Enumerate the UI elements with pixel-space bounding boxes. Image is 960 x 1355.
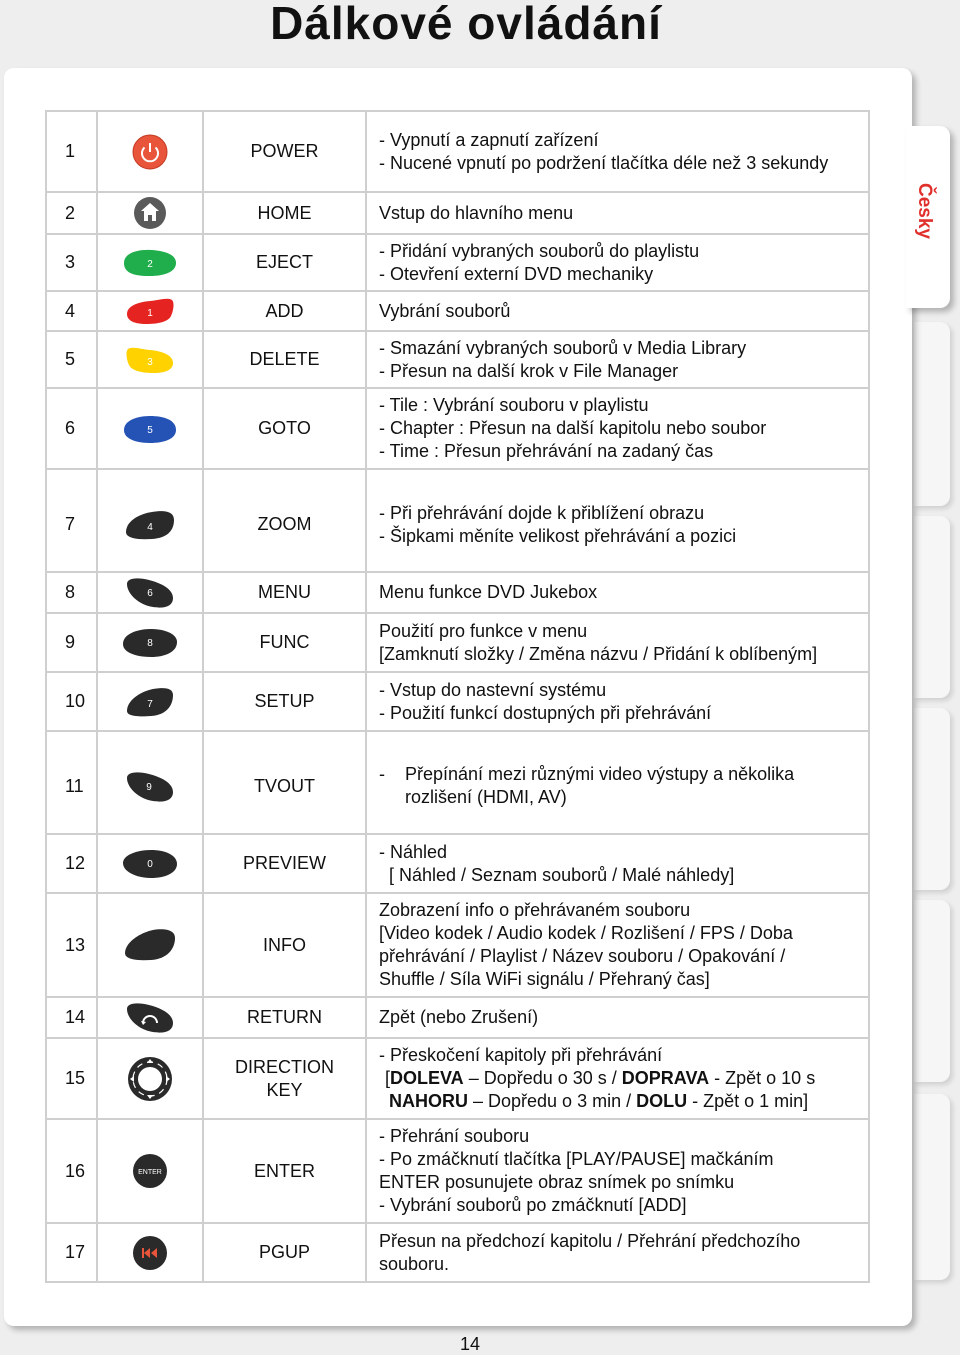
black-info-button-icon <box>121 925 179 965</box>
enter-button-icon <box>130 1151 170 1191</box>
description-line: - Vybrání souborů po zmáčknutí [ADD] <box>379 1195 687 1215</box>
table-row <box>46 572 869 613</box>
table-row <box>46 469 869 572</box>
button-digit: 0 <box>147 858 153 870</box>
black-4-button-icon <box>122 506 178 544</box>
row-number: 13 <box>46 893 97 997</box>
table-row <box>46 111 869 192</box>
description-line: Vstup do hlavního menu <box>379 202 574 223</box>
button-name: HOME <box>203 192 366 234</box>
section-tab-blank <box>914 708 950 890</box>
text-span: - Zpět o 1 min] <box>687 1091 809 1111</box>
button-name: EJECT <box>203 234 366 291</box>
section-tab-blank <box>914 900 950 1082</box>
button-digit: 1 <box>147 308 153 319</box>
description-line: - Šipkami měníte velikost přehrávání a pozici <box>379 525 737 546</box>
button-digit: 6 <box>147 587 153 599</box>
bold-text: DOLU <box>636 1091 688 1111</box>
button-name: DELETE <box>203 331 366 388</box>
button-name: PREVIEW <box>203 834 366 893</box>
remote-buttons-table <box>45 110 870 1283</box>
yellow-3-button-icon <box>124 343 176 377</box>
row-number: 8 <box>46 572 97 613</box>
row-number: 7 <box>46 469 97 572</box>
table-row <box>46 234 869 291</box>
row-number: 4 <box>46 291 97 331</box>
button-name: ZOOM <box>203 469 366 572</box>
button-digit: 3 <box>147 356 153 368</box>
description-line: - Chapter : Přesun na další kapitolu nebo soubor <box>379 418 767 438</box>
description-line: rozlišení (HDMI, AV) <box>405 786 567 807</box>
table-row <box>46 388 869 469</box>
button-name: TVOUT <box>203 731 366 834</box>
table-row <box>46 834 869 893</box>
button-name: ENTER <box>203 1119 366 1223</box>
bold-text: DOPRAVA <box>621 1068 710 1088</box>
previous-chapter-icon <box>130 1233 170 1273</box>
description-line: - Po zmáčknutí tlačítka [PLAY/PAUSE] mačkáním <box>379 1149 774 1169</box>
button-digit: 2 <box>147 258 153 270</box>
description-line: - Přidání vybraných souborů do playlistu <box>379 240 700 261</box>
description-line: - Při přehrávání dojde k přiblížení obrazu <box>379 502 705 523</box>
description-line: - Přeskočení kapitoly při přehrávání <box>379 1045 663 1065</box>
button-name: DIRECTION KEY <box>203 1038 366 1119</box>
language-tab-label: Česky <box>914 183 935 239</box>
description-line: - Vstup do nastevní systému <box>379 679 607 700</box>
button-name: SETUP <box>203 672 366 731</box>
blue-5-button-icon <box>120 411 180 447</box>
table-row <box>46 997 869 1038</box>
row-number: 9 <box>46 613 97 672</box>
button-digit: 8 <box>147 637 153 649</box>
description-line: - Přehrání souboru <box>379 1126 530 1146</box>
button-name: ADD <box>203 291 366 331</box>
text-span: – Dopředu o 3 min / <box>468 1091 637 1111</box>
description-dash: - <box>379 763 385 784</box>
description-line: souboru. <box>379 1253 450 1274</box>
button-digit: 5 <box>147 424 153 436</box>
description-line: [ Náhled / Seznam souborů / Malé náhledy] <box>389 864 735 885</box>
description-line: - Náhled <box>379 841 448 862</box>
table-row <box>46 731 869 834</box>
table-row <box>46 1119 869 1223</box>
bold-text: NAHORU <box>389 1091 468 1111</box>
button-name: POWER <box>203 111 366 192</box>
return-button-icon <box>123 999 177 1037</box>
row-number: 17 <box>46 1223 97 1282</box>
description-line: Zobrazení info o přehrávaném souboru <box>379 900 691 920</box>
button-name: FUNC <box>203 613 366 672</box>
description-line: - Tile : Vybrání souboru v playlistu <box>379 395 649 415</box>
row-number: 14 <box>46 997 97 1038</box>
row-number: 12 <box>46 834 97 893</box>
description-line <box>379 1067 862 1090</box>
description-line: Shuffle / Síla WiFi signálu / Přehraný čas] <box>379 969 710 989</box>
row-number: 10 <box>46 672 97 731</box>
description-line: - Přesun na další krok v File Manager <box>379 360 679 381</box>
button-name: GOTO <box>203 388 366 469</box>
row-number: 5 <box>46 331 97 388</box>
black-9-button-icon <box>123 768 177 806</box>
description-line: - Vypnutí a zapnutí zařízení <box>379 129 599 150</box>
text-span: – Dopředu o 30 s / <box>463 1068 622 1088</box>
button-name: MENU <box>203 572 366 613</box>
table-row <box>46 1223 869 1282</box>
row-number: 11 <box>46 731 97 834</box>
section-tab-blank <box>914 1094 950 1280</box>
button-name: RETURN <box>203 997 366 1038</box>
description-line: - Nucené vpnutí po podržení tlačítka déle než 3 sekundy <box>379 152 829 173</box>
button-digit: 7 <box>147 698 153 710</box>
table-row <box>46 192 869 234</box>
page-number: 14 <box>459 1334 481 1354</box>
description-line: - Použití funkcí dostupných při přehrávání <box>379 702 712 723</box>
description-line: Menu funkce DVD Jukebox <box>379 582 598 602</box>
description-line: Přepínání mezi různými video výstupy a několika <box>405 763 795 784</box>
row-number: 6 <box>46 388 97 469</box>
section-tab-blank <box>914 322 950 506</box>
description-line: [Zamknutí složky / Změna názvu / Přidání k oblíbeným] <box>379 643 818 664</box>
button-name: PGUP <box>203 1223 366 1282</box>
row-number: 1 <box>46 111 97 192</box>
table-row <box>46 331 869 388</box>
description-line: Použití pro funkce v menu <box>379 620 588 641</box>
description-line: Vybrání souborů <box>379 300 511 321</box>
green-2-button-icon <box>120 246 180 280</box>
table-row <box>46 291 869 331</box>
description-line: - Otevření externí DVD mechaniky <box>379 263 654 284</box>
text-span: - Zpět o 10 s <box>709 1068 816 1088</box>
row-number: 2 <box>46 192 97 234</box>
description-line <box>379 1090 862 1113</box>
text-span: [ <box>385 1068 391 1088</box>
table-row <box>46 672 869 731</box>
button-name: INFO <box>203 893 366 997</box>
black-6-button-icon <box>123 574 177 612</box>
black-7-button-icon <box>123 683 177 721</box>
row-number: 3 <box>46 234 97 291</box>
section-tab-blank <box>914 516 950 698</box>
home-icon <box>131 194 169 232</box>
description-line: - Smazání vybraných souborů v Media Library <box>379 337 747 358</box>
description-line: [Video kodek / Audio kodek / Rozlišení / FPS / Doba <box>379 923 793 943</box>
description-line: Zpět (nebo Zrušení) <box>379 1007 539 1027</box>
description-line: přehrávání / Playlist / Název souboru / Opakování / <box>379 946 786 966</box>
red-1-button-icon <box>124 294 176 328</box>
bold-text: DOLEVA <box>390 1068 464 1088</box>
button-digit: 9 <box>146 781 152 793</box>
black-0-button-icon <box>119 845 181 883</box>
row-number: 15 <box>46 1038 97 1119</box>
table-row <box>46 613 869 672</box>
page-title: Dálkové ovládání <box>270 0 662 49</box>
table-row <box>46 1038 869 1119</box>
direction-pad-icon <box>125 1054 175 1104</box>
power-icon <box>130 132 170 172</box>
enter-label: ENTER <box>138 1169 162 1176</box>
description-line: Přesun na předchozí kapitolu / Přehrání předchozího <box>379 1230 801 1251</box>
table-row <box>46 893 869 997</box>
description-line: ENTER posunujete obraz snímek po snímku <box>379 1172 735 1192</box>
button-digit: 4 <box>147 521 153 533</box>
description-line: - Time : Přesun přehrávání na zadaný čas <box>379 441 714 461</box>
row-number: 16 <box>46 1119 97 1223</box>
black-8-button-icon <box>119 624 181 662</box>
